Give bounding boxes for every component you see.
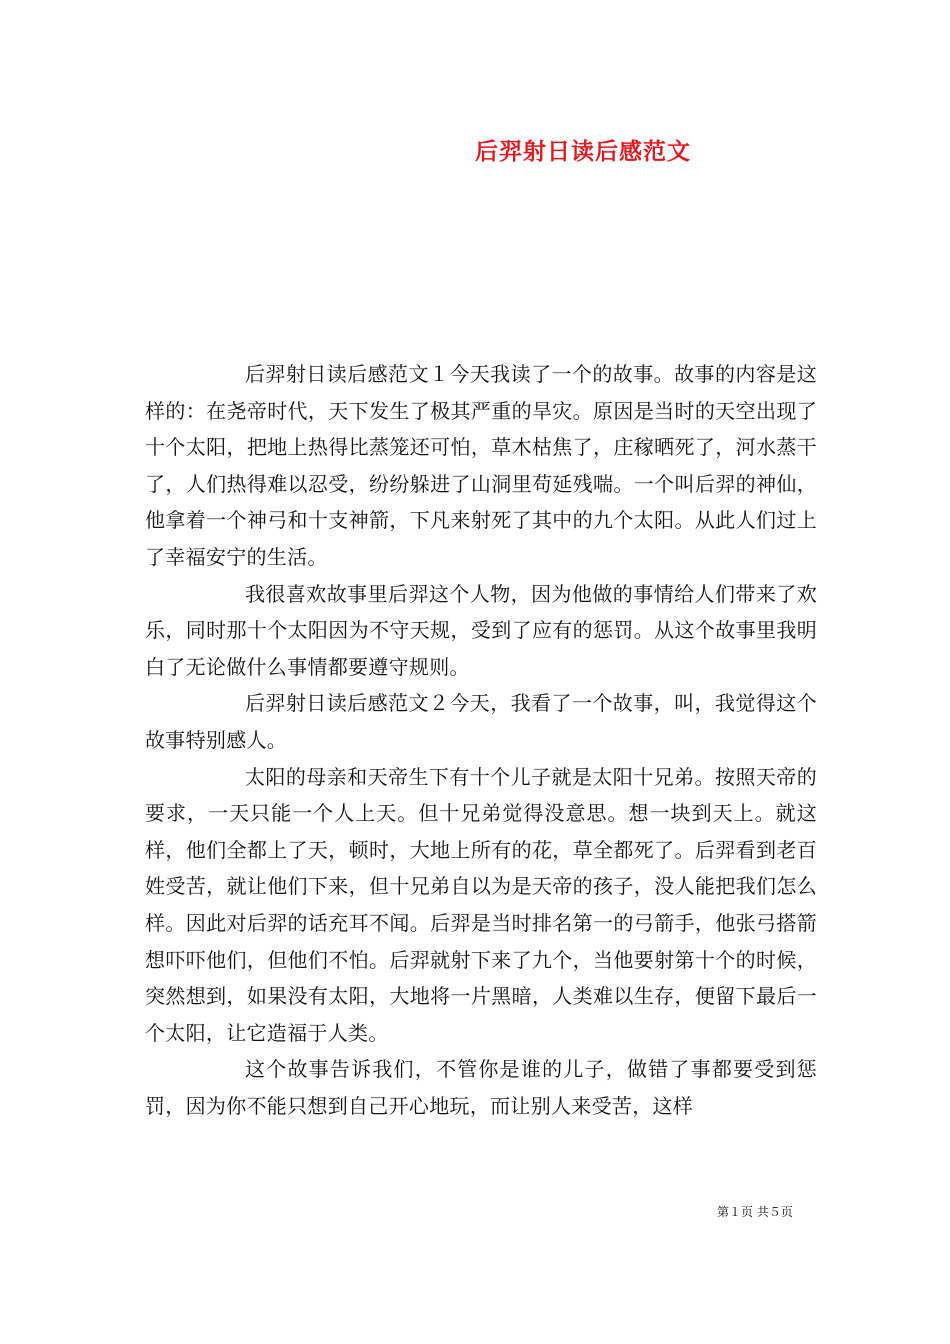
paragraph-4: 太阳的母亲和天帝生下有十个儿子就是太阳十兄弟。按照天帝的要求，一天只能一个人上天。但十兄弟觉得没意思。想一块到天上。就这样，他们全都上了天，顿时，大地上所有的花，草全都死了。后羿看到老百姓受苦，就让他们下来，但十兄弟自以为是天帝的孩子，没人能把我们怎么样。因此对后羿的话充耳不闻。后羿是当时排名第一的弓箭手，他张弓搭箭想吓吓他们，但他们不怕。后羿就射下来了九个，当他要射第十个的时候，突然想到，如果没有太阳，大地将一片黑暗，人类难以生存，便留下最后一个太阳，让它造福于人类。 (145, 764, 817, 1045)
paragraph-1: 后羿射日读后感范文１今天我读了一个的故事。故事的内容是这样的：在尧帝时代，天下发生了极其严重的旱灾。原因是当时的天空出现了十个太阳，把地上热得比蒸笼还可怕，草木枯焦了，庄稼晒死了，河水蒸干了，人们热得难以忍受，纷纷躲进了山洞里苟延残喘。一个叫后羿的神仙，他拿着一个神弓和十支神箭，下凡来射死了其中的九个太阳。从此人们过上了幸福安宁的生活。 (145, 362, 817, 569)
paragraph-5: 这个故事告诉我们，不管你是谁的儿子，做错了事都要受到惩罚，因为你不能只想到自己开心地玩，而让别人来受苦，这样 (145, 1057, 817, 1118)
paragraph-3: 后羿射日读后感范文２今天，我看了一个故事，叫，我觉得这个故事特别感人。 (145, 691, 817, 752)
page-number-footer: 第１页 共５页 (717, 1205, 793, 1219)
document-title: 后羿射日读后感范文 (475, 138, 691, 165)
paragraph-2: 我很喜欢故事里后羿这个人物，因为他做的事情给人们带来了欢乐，同时那十个太阳因为不守天规，受到了应有的惩罚。从这个故事里我明白了无论做什么事情都要遵守规则。 (145, 581, 817, 679)
document-body (145, 356, 817, 1124)
